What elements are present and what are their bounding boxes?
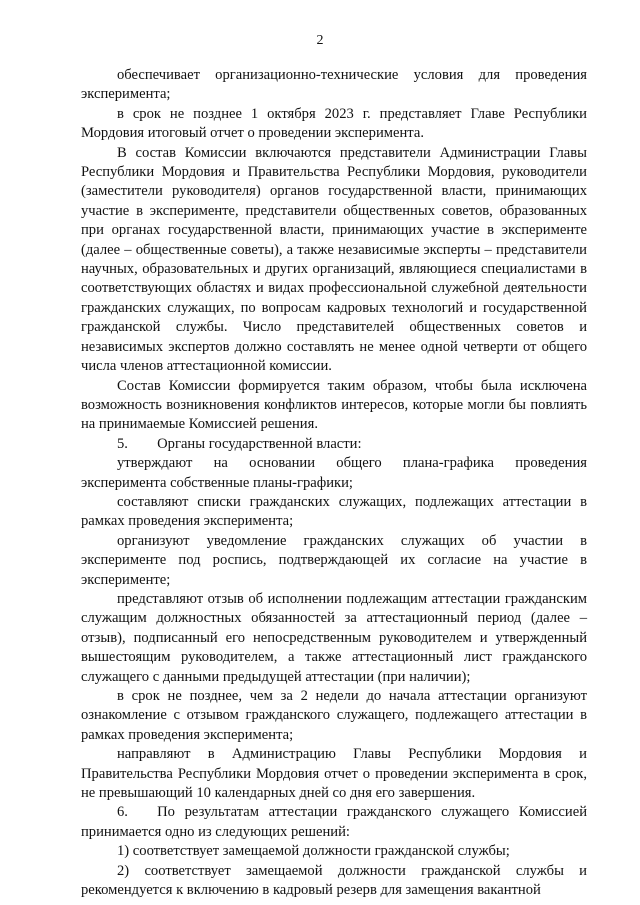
paragraph-technical-conditions: обеспечивает организационно-технические условия для проведения эксперимента; <box>81 67 587 103</box>
decision-item-1: 1) соответствует замещаемой должности гражданской службы; <box>117 843 510 860</box>
paragraph-final-report-deadline: в срок не позднее 1 октября 2023 г. представляет Главе Республики Мордовия итоговый отчет о проведении эксперимента. <box>81 105 587 142</box>
paragraph-approve-plans: утверждают на основании общего плана-графика проведения эксперимента собственные планы-графики; <box>81 455 587 491</box>
paragraph-experiment-report: направляют в Администрацию Главы Республики Мордовия и Правительства Республики Мордовия отчет о проведении эксперимента в срок, не превышающий 10 календарных дней со дня его завершения. <box>81 746 587 802</box>
paragraph-review-submission: представляют отзыв об исполнении подлежащим аттестации гражданским служащим должностных обязанностей за аттестационный период (далее – отзыв), подписанный его непосредственным руководителем и утвержденный вышестоящим руководителем, а также аттестационный лист гражданского служащего с данными предыдущей аттестации (при наличии); <box>81 590 587 685</box>
paragraph-conflict-of-interest: Состав Комиссии формируется таким образом, чтобы была исключена возможность возникновения конфликтов интересов, которые могли бы повлиять на принимаемые Комиссией решения. <box>81 377 587 433</box>
decision-item-2: 2) соответствует замещаемой должности гражданской службы и рекомендуется к включению в кадровый резерв для замещения вакантной <box>81 862 587 899</box>
section-5-heading: 5. Органы государственной власти: <box>117 435 362 452</box>
section-6-heading: 6. По результатам аттестации гражданского служащего Комиссией принимается одно из следующих решений: <box>81 804 587 840</box>
paragraph-notification: организуют уведомление гражданских служащих об участии в эксперименте под роспись, подтверждающей их согласие на участие в эксперименте; <box>81 532 587 588</box>
page-number: 2 <box>316 33 324 48</box>
paragraph-review-familiarization: в срок не позднее, чем за 2 недели до начала аттестации организуют ознакомление с отзывом гражданского служащего, подлежащего аттестации в рамках проведения эксперимента; <box>81 688 587 743</box>
paragraph-employee-lists: составляют списки гражданских служащих, подлежащих аттестации в рамках проведения эксперимента; <box>81 493 587 530</box>
document-body <box>81 66 587 900</box>
paragraph-commission-composition: В состав Комиссии включаются представители Администрации Главы Республики Мордовия и Правительства Республики Мордовия, руководители (заместители руководителя) органов государственной власти, принимающих участие в эксперименте, представители общественных советов, образованных при органах государственной власти, принимающих участие в эксперименте (далее – общественные советы), а также независимые эксперты – представители научных, образовательных и других организаций, являющиеся специалистами в соответствующих областях и видах профессиональной служебной деятельности гражданских служащих, по вопросам кадровых технологий и государственной гражданской службы. Число представителей общественных советов и независимых экспертов должно составлять не менее одной четверти от общего числа членов аттестационной комиссии. <box>81 144 587 375</box>
